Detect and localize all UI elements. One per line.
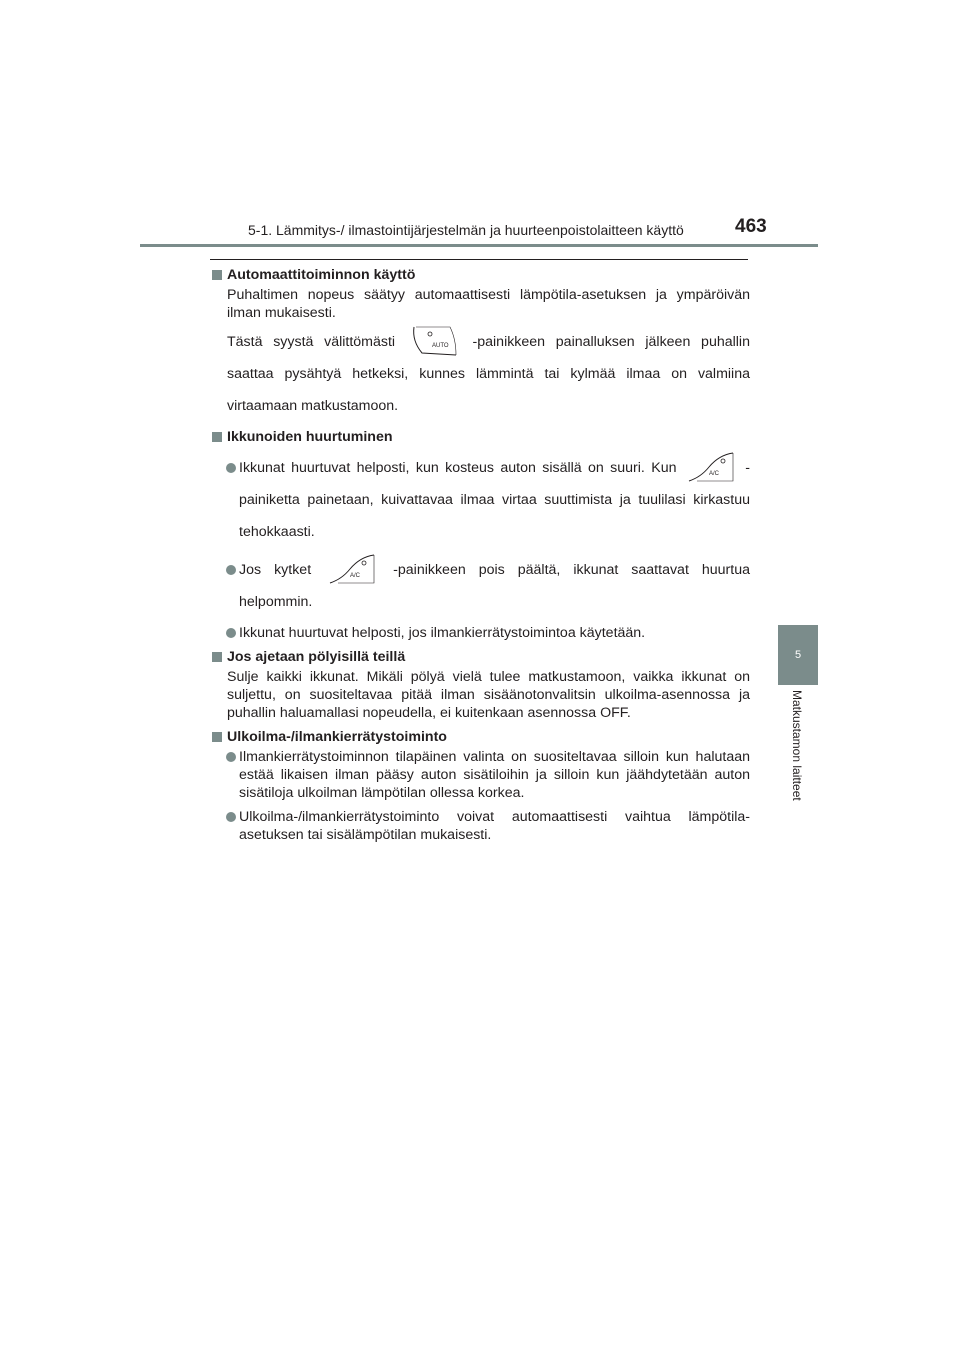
chapter-tab <box>778 625 818 685</box>
heading-square-icon <box>212 732 222 742</box>
ac-button-label: A/C <box>708 471 719 478</box>
header-rule <box>140 244 818 247</box>
heading-square-icon <box>212 432 222 442</box>
section-heading-text: Ikkunoiden huurtuminen <box>227 429 393 445</box>
auto-button-label: AUTO <box>431 343 449 350</box>
text-after-icon: -painikkeen pois päältä, ikkunat saattavat huurtua helpommin. <box>239 562 751 610</box>
bullet-dot-icon <box>226 752 236 762</box>
bullet-item <box>210 748 750 802</box>
paragraph: Puhaltimen nopeus säätyy automaattisesti lämpötila-asetuksen ja ympäröivän ilman mukaisesti. <box>227 287 750 321</box>
paragraph-with-icon <box>227 326 750 422</box>
text-before-icon: Jos kytket <box>239 562 312 578</box>
section-heading <box>210 728 750 746</box>
ac-button-icon <box>328 553 376 585</box>
header-section-title: 5-1. Lämmitys-/ ilmastointijärjestelmän ja huurteenpoistolaitteen käyttö <box>248 222 684 238</box>
section-window-fogging <box>210 428 750 642</box>
bullet-text: Ilmankierrätystoiminnon tilapäinen valinta on suositeltavaa silloin kun halutaan estää likaisen ilman pääsy auton sisätiloihin ja silloin kun jäähdytetään auton sisätiloja ulkoilman lämpötilan ollessa korkea. <box>239 749 750 801</box>
auto-button-icon <box>410 325 458 357</box>
text-before-icon: Tästä syystä välittömästi <box>227 334 396 350</box>
bullet-dot-icon <box>226 565 236 575</box>
heading-square-icon <box>212 652 222 662</box>
bullet-dot-icon <box>226 812 236 822</box>
bullet-item <box>210 554 750 618</box>
section-automatic-mode <box>210 266 750 422</box>
section-heading-text: Ulkoilma-/ilmankierrätystoiminto <box>227 729 447 745</box>
heading-square-icon <box>212 270 222 280</box>
bullet-item <box>210 452 750 548</box>
paragraph: Sulje kaikki ikkunat. Mikäli pölyä vielä tulee matkustamoon, vaikka ikkunat on suljettu, on suositeltavaa pitää ilman sisäänotonvalitsin ulkoilma-asennossa ja puhallin haluamallasi nopeudella, ei kuitenkaan asennossa OFF. <box>227 669 750 721</box>
bullet-dot-icon <box>226 463 236 473</box>
text-before-icon: Ikkunat huurtuvat helposti, kun kosteus auton sisällä on suuri. Kun <box>239 460 677 476</box>
bullet-text: Ulkoilma-/ilmankierrätystoiminto voivat automaattisesti vaihtua lämpötila-asetuksen tai sisälämpötilan mukaisesti. <box>239 809 750 843</box>
ac-button-label: A/C <box>350 573 361 580</box>
section-dusty-roads <box>210 648 750 722</box>
text-after-icon: -painikkeen painalluksen jälkeen puhallin saattaa pysähtyä hetkeksi, kunnes lämmintä tai kylmää ilmaa on valmiina virtaamaan matkustamoon. <box>227 334 750 414</box>
bullet-dot-icon <box>226 628 236 638</box>
bullet-item <box>210 624 750 642</box>
page-number: 463 <box>735 216 767 237</box>
bullet-item <box>210 808 750 844</box>
section-heading <box>210 266 750 284</box>
chapter-label: Matkustamon laitteet <box>790 690 804 801</box>
section-heading <box>210 648 750 666</box>
section-heading <box>210 428 750 446</box>
content-rule <box>210 259 748 260</box>
text-after-icon: -painiketta painetaan, kuivattavaa ilmaa virtaa suuttimista ja tuulilasi kirkastuu tehokkaasti. <box>239 460 750 540</box>
section-air-recirculation <box>210 728 750 844</box>
page-content <box>210 266 750 844</box>
bullet-text: Ikkunat huurtuvat helposti, jos ilmankierrätystoimintoa käytetään. <box>239 625 646 641</box>
chapter-number: 5 <box>794 649 802 661</box>
ac-button-icon <box>687 451 735 483</box>
section-heading-text: Automaattitoiminnon käyttö <box>227 267 416 283</box>
section-heading-text: Jos ajetaan pölyisillä teillä <box>227 649 406 665</box>
